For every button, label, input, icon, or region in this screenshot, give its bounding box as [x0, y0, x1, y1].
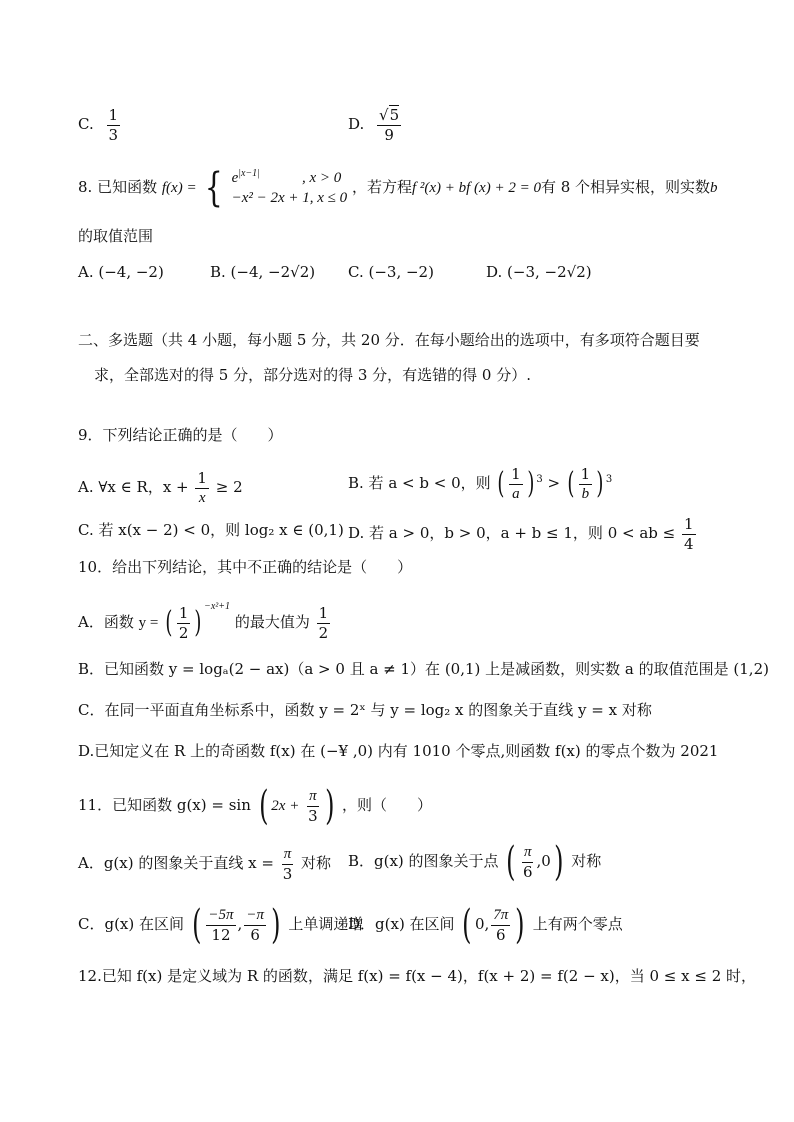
q9-option-c: C. 若 x(x − 2) < 0，则 log₂ x ∈ (0,1) — [78, 521, 344, 539]
q8-option-c: C. (−3, −2) — [348, 263, 434, 281]
q7-option-c — [78, 107, 122, 143]
q11-option-a — [78, 846, 331, 882]
q11-arg: 2x + — [271, 798, 300, 814]
q12-stem: 12.已知 f(x) 是定义域为 R 的函数，满足 f(x) = f(x − 4)，f(x + 2) = f(2 − x)，当 0 ≤ x ≤ 2 时， — [78, 967, 757, 985]
q9-stem: 9．下列结论正确的是（ ） — [78, 426, 283, 444]
q8-case-2: −x² − 2x + 1, x ≤ 0 — [231, 190, 348, 207]
q9-b-prefix: B. 若 a < b < 0，则 — [348, 474, 491, 492]
q10-a-base: $\frac{1}{2}$ — [178, 604, 189, 642]
q7-d-numerator: √5 — [379, 106, 400, 124]
q7-d-denominator: 9 — [384, 125, 394, 144]
q11-option-c: C．g(x) 在区间 ( $\frac{-5\pi}{12}$ , $\frac{-\pi}{6}$ ) 上单调递增 — [78, 902, 364, 948]
q11-c-text: C．g(x) 在区间 — [78, 915, 185, 933]
q8-func-name: f(x) = — [161, 179, 197, 196]
q9-b-frac-b: $\frac{1}{b}$ — [580, 465, 591, 502]
q9-a-fraction: $\frac{1}{x}$ — [197, 469, 207, 506]
section-2-heading: 二、多选题（共 4 小题，每小题 5 分，共 20 分．在每小题给出的选项中，有多项符合题目要 — [78, 331, 700, 349]
q8-case-1: $e^{|x-1|}$ , x > 0 — [231, 168, 342, 186]
q10-a-max: $\frac{1}{2}$ — [318, 604, 329, 642]
q7-d-fraction — [377, 107, 401, 143]
q11-stem: 11．已知函数 g(x) = sin ( 2x + $\frac{\pi}{3}$ ) ，则（ ） — [78, 783, 433, 829]
q11-b-suffix: 对称 — [571, 852, 602, 870]
q9-option-b: B. 若 a < b < 0，则 ( $\frac{1}{a}$ ) $^3$ > ( $\frac{1}{b}$ ) $^3$ — [348, 465, 613, 502]
section-2-heading-cont: 求，全部选对的得 5 分，部分选对的得 3 分，有选错的得 0 分）. — [94, 366, 532, 384]
q10-a-exponent: −x²+1 — [204, 601, 231, 612]
q8-stem-lead: 8. 已知函数 — [78, 177, 158, 196]
q11-d-fraction: $\frac{7\pi}{6}$ — [493, 907, 509, 944]
q10-option-b: B．已知函数 y = logₐ(2 − ax)（a > 0 且 a ≠ 1）在 (0,1) 上是减函数，则实数 a 的取值范围是 (1,2) — [78, 660, 769, 678]
q11-b-text: B．g(x) 的图象关于点 — [348, 852, 499, 870]
q7-c-numerator: 1 — [108, 106, 119, 124]
q11-pi-over-3: $\frac{\pi}{3}$ — [308, 788, 318, 825]
q9-b-gt: > — [547, 474, 561, 492]
q9-a-prefix: A. ∀x ∈ R，x + — [78, 478, 189, 496]
q8-equation: f ²(x) + bf (x) + 2 = 0 — [411, 179, 541, 196]
q7-c-denominator: 3 — [108, 125, 119, 144]
q10-option-c: C．在同一平面直角坐标系中，函数 y = 2ˣ 与 y = log₂ x 的图象关于直线 y = x 对称 — [78, 701, 652, 719]
q7-d-label: D. — [348, 115, 365, 133]
q9-b-frac-a: $\frac{1}{a}$ — [511, 465, 521, 502]
q9-option-d — [348, 516, 698, 552]
q8-stem-tail: 有 8 个相异实根，则实数 — [540, 177, 711, 196]
q10-a-prefix: A．函数 — [78, 613, 134, 631]
q10-stem: 10．给出下列结论，其中不正确的结论是（ ） — [78, 558, 413, 576]
q11-a-suffix: 对称 — [301, 854, 332, 872]
q8-stem-middle: ，若方程 — [351, 177, 412, 196]
q11-c-right: $\frac{-\pi}{6}$ — [246, 907, 264, 944]
q9-a-suffix: ≥ 2 — [215, 478, 243, 496]
q8-stem-continuation: 的取值范围 — [78, 227, 154, 245]
q11-c-suffix: 上单调递增 — [288, 915, 364, 933]
q11-a-fraction: $\frac{\pi}{3}$ — [282, 846, 293, 883]
q11-d-text: D．g(x) 在区间 — [348, 915, 455, 933]
q8-option-a: A. (−4, −2) — [78, 263, 164, 281]
q11-c-left: $\frac{-5\pi}{12}$ — [208, 907, 234, 944]
q9-d-prefix: D. 若 a > 0，b > 0，a + b ≤ 1，则 0 < ab ≤ — [348, 524, 676, 542]
q10-a-mid: 的最大值为 — [234, 613, 310, 631]
q10-option-d: D.已知定义在 R 上的奇函数 f(x) 在 (−¥ ,0) 内有 1010 个零点,则函数 f(x) 的零点个数为 2021 — [78, 742, 719, 760]
q7-option-d — [348, 107, 403, 143]
q11-option-b: B．g(x) 的图象关于点 ( $\frac{\pi}{6}$ ,0) 对称 — [348, 839, 602, 885]
q11-stem-tail: ，则（ ） — [342, 796, 433, 814]
q8-var-b: b — [710, 179, 718, 196]
q10-option-a: A．函数 y = ( $\frac{1}{2}$ ) $^{-x^2+1}$ 的最大值为 $\frac{1}{2}$ — [78, 601, 329, 642]
q8-piecewise — [232, 167, 348, 209]
q8-option-b: B. (−4, −2√2) — [210, 263, 316, 281]
q7-c-fraction — [107, 107, 121, 143]
q11-option-d: D．g(x) 在区间 ( 0, $\frac{7\pi}{6}$ ) 上有两个零点 — [348, 902, 623, 948]
q8-brace: { — [205, 164, 223, 211]
q9-d-fraction: $\frac{1}{4}$ — [684, 515, 694, 553]
q8-option-d: D. (−3, −2√2) — [486, 263, 592, 281]
q9-option-a — [78, 470, 243, 506]
q11-b-fraction: $\frac{\pi}{6}$ — [522, 844, 533, 881]
q11-stem-lead: 11．已知函数 g(x) = sin — [78, 796, 251, 814]
q11-a-text: A．g(x) 的图象关于直线 x = — [78, 854, 274, 872]
q7-c-label: C. — [78, 115, 94, 133]
q11-d-suffix: 上有两个零点 — [532, 915, 623, 933]
q8-stem — [78, 164, 718, 211]
